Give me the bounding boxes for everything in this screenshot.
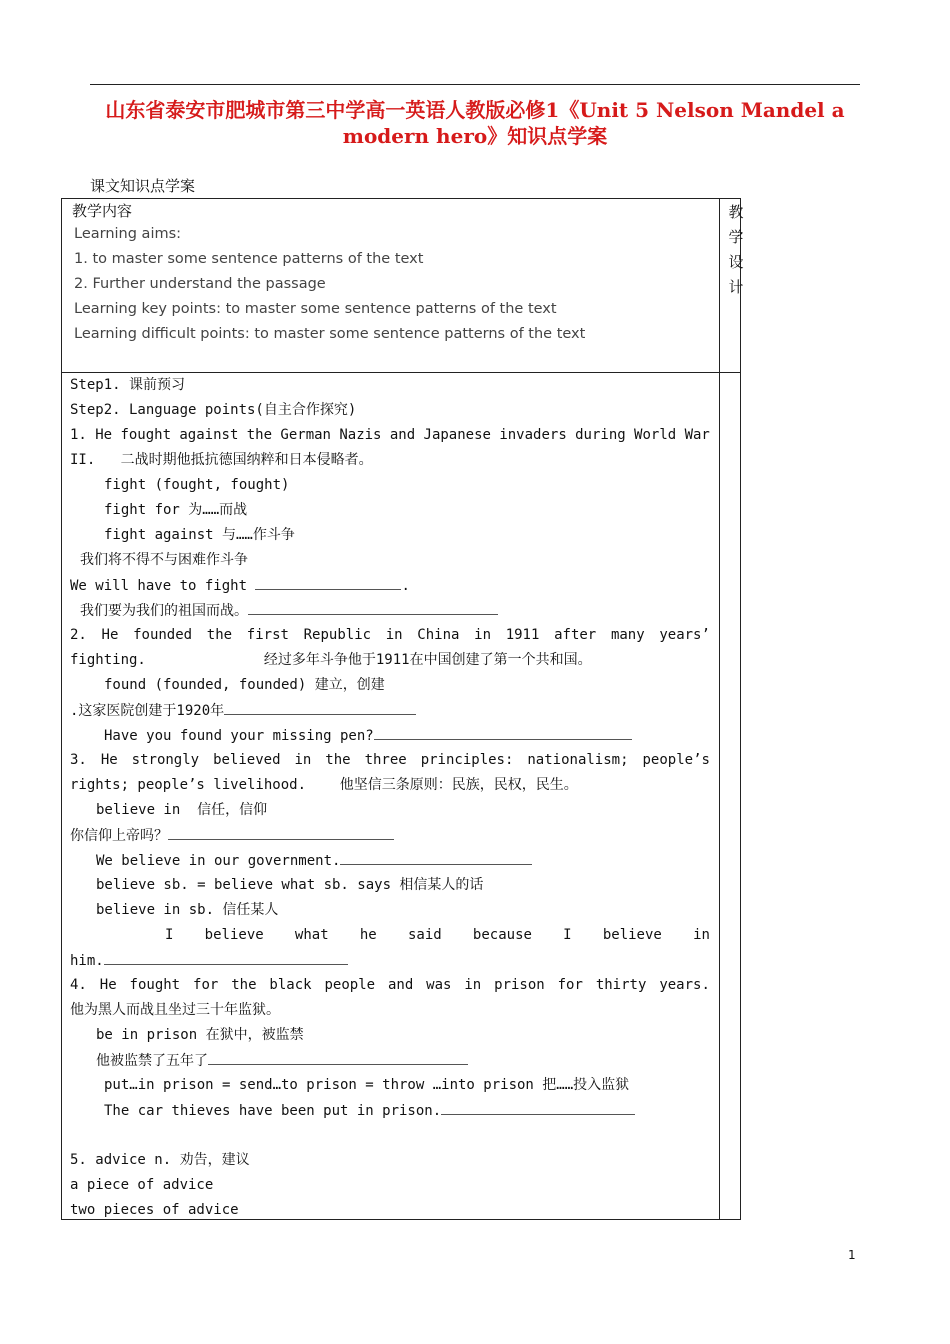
sentence-word: what [294,927,329,943]
sentence-word: World [634,427,677,443]
point1-fight-for: fight for 为……而战 [104,502,248,518]
point3-sentence [70,750,710,770]
point4-translation: 他为黑人而战且坐过三十年监狱。 [70,1002,280,1018]
sentence-word: War [684,427,710,443]
point1-sentence [70,425,710,445]
sentence-word: 1. [70,427,87,443]
sentence-word: three [364,752,407,768]
point5-plural: two pieces of advice [70,1202,239,1218]
sentence-word: people’s [642,752,710,768]
side-label-char: 设 [728,253,744,271]
step2-line: Step2. Language points(自主合作探究) [70,402,357,418]
answer-blank[interactable] [441,1100,635,1115]
sentence-word: 2. [70,627,87,643]
sentence-word: He [101,627,119,643]
sentence-word: prison [494,977,545,993]
side-label-char: 计 [728,278,744,296]
sentence-word: German [280,427,331,443]
point3-believe-in-sb: believe in sb. 信任某人 [96,902,279,918]
answer-blank[interactable] [208,1050,468,1065]
learning-key-points: Learning key points: to master some sentence patterns of the text [74,301,557,317]
sentence-word: in [464,977,482,993]
answer-blank[interactable] [374,725,632,740]
answer-blank[interactable] [248,600,498,615]
point4-put-in-prison: put…in prison = send…to prison = throw …into prison 把……投入监狱 [104,1077,630,1093]
exercise-prompt: 我们要为我们的祖国而战。 [80,603,248,619]
point3-exercise-1 [70,825,394,846]
title-line-1: 山东省泰安市肥城市第三中学高一英语人教版必修1《Unit 5 Nelson Mandel a [105,98,845,122]
point1-forms: fight (fought, fought) [104,477,290,493]
step1-line: Step1. 课前预习 [70,377,186,393]
sentence-word: in [693,927,710,943]
sentence-word: years. [659,977,710,993]
point3-believe-sb: believe sb. = believe what sb. says 相信某人的话 [96,877,484,893]
point2-exercise-1 [70,700,416,721]
exercise-prompt: 你信仰上帝吗？ [70,828,168,844]
point4-exercise-2 [104,1100,635,1121]
sentence-word: China [417,627,460,643]
teaching-content-heading: 教学内容 [72,202,133,220]
exercise-prompt: We will have to fight [70,578,248,594]
sentence-word: people [324,977,376,993]
sentence-word: invaders [499,427,567,443]
sentence-word: many [610,627,645,643]
answer-blank[interactable] [104,950,348,965]
sentence-word: the [325,752,351,768]
sentence-word: the [206,627,233,643]
document-subtitle: 课文知识点学案 [90,177,196,195]
sentence-word: for [193,977,219,993]
sentence-word: believe [204,927,264,943]
point3-believe-in: believe in 信任，信仰 [96,802,268,818]
point2-forms: found (founded, founded) 建立，创建 [104,677,385,693]
learning-difficult-points: Learning difficult points: to master some sentence patterns of the text [74,326,586,342]
exercise-prompt: .这家医院创建于1920年 [70,703,225,719]
sentence-word: believed [213,752,281,768]
sentence-word: believe [602,927,662,943]
page-number: 1 [848,1248,856,1262]
sentence-word: He [100,752,118,768]
table-row-divider [61,372,741,373]
learning-aims-title: Learning aims: [74,226,182,242]
exercise-prompt: The car thieves have been put in prison. [104,1103,442,1119]
point3-translation: rights; people’s livelihood. 他坚信三条原则：民族，民权，民生。 [70,777,578,793]
point3-exercise-3-end [70,950,348,971]
point2-exercise-2 [104,725,632,746]
sentence-word: in [294,752,312,768]
point1-exercise-en: We will have to fight . [70,575,410,596]
sentence-word: and [389,427,416,443]
learning-aim-item: 1. to master some sentence patterns of the text [74,251,424,267]
point3-exercise-3 [165,925,710,945]
sentence-word: because [472,927,532,943]
sentence-word: said [407,927,442,943]
sentence-word: Japanese [423,427,491,443]
point1-exercise-2 [80,600,498,621]
exercise-prompt: him. [70,953,104,969]
sentence-word: he [359,927,377,943]
point1-translation: II. 二战时期他抵抗德国纳粹和日本侵略者。 [70,452,373,468]
sentence-word: thirty [595,977,647,993]
answer-blank[interactable] [340,850,532,865]
sentence-word: founded [133,627,193,643]
sentence-word: after [554,627,597,643]
sentence-word: 1911 [505,627,540,643]
point4-be-in-prison: be in prison 在狱中，被监禁 [96,1027,304,1043]
sentence-word: Republic [303,627,372,643]
sentence-word: I [563,927,572,943]
sentence-word: He [95,427,113,443]
sentence-word: principles: [420,752,514,768]
answer-blank[interactable] [224,700,416,715]
answer-blank[interactable] [255,575,401,590]
sentence-word: black [269,977,312,993]
exercise-prompt: 他被监禁了五年了 [96,1053,208,1069]
sentence-word: years’ [659,627,710,643]
sentence-word: the [231,977,257,993]
title-line-2: modern hero》知识点学案 [342,124,608,148]
point1-exercise-zh: 我们将不得不与困难作斗争 [80,552,248,568]
sentence-word: was [426,977,452,993]
sentence-word: first [246,627,289,643]
point1-fight-against: fight against 与……作斗争 [104,527,295,543]
sentence-word: Nazis [339,427,382,443]
point2-translation: fighting. 经过多年斗争他于1911在中国创建了第一个共和国。 [70,652,592,668]
side-label-char: 教 [728,203,744,221]
answer-blank[interactable] [168,825,394,840]
sentence-word: in [385,627,403,643]
sentence-word: during [575,427,626,443]
exercise-prompt: We believe in our government. [96,853,341,869]
sentence-word: the [246,427,273,443]
point4-sentence [70,975,710,995]
teaching-design-column-label [727,200,745,300]
sentence-word: against [179,427,239,443]
sentence-word: fought [129,977,181,993]
sentence-word: fought [120,427,172,443]
sentence-word: nationalism; [527,752,629,768]
point5-heading: 5. advice n. 劝告，建议 [70,1152,250,1168]
sentence-word: and [387,977,414,993]
header-rule [90,84,860,85]
sentence-word: in [474,627,491,643]
table-column-divider [719,198,720,1220]
sentence-word: strongly [131,752,200,768]
point5-singular: a piece of advice [70,1177,214,1193]
sentence-word: 3. [70,752,87,768]
sentence-word: He [99,977,117,993]
point2-sentence [70,625,710,645]
learning-aim-item: 2. Further understand the passage [74,276,326,292]
sentence-word: for [557,977,583,993]
document-title [86,97,864,149]
teaching-content-cell [72,199,712,347]
side-label-char: 学 [728,228,744,246]
point3-exercise-2 [96,850,532,871]
exercise-prompt: Have you found your missing pen? [104,728,374,744]
point4-exercise-1 [96,1050,468,1071]
sentence-word: I [165,927,174,943]
sentence-word: 4. [70,977,87,993]
